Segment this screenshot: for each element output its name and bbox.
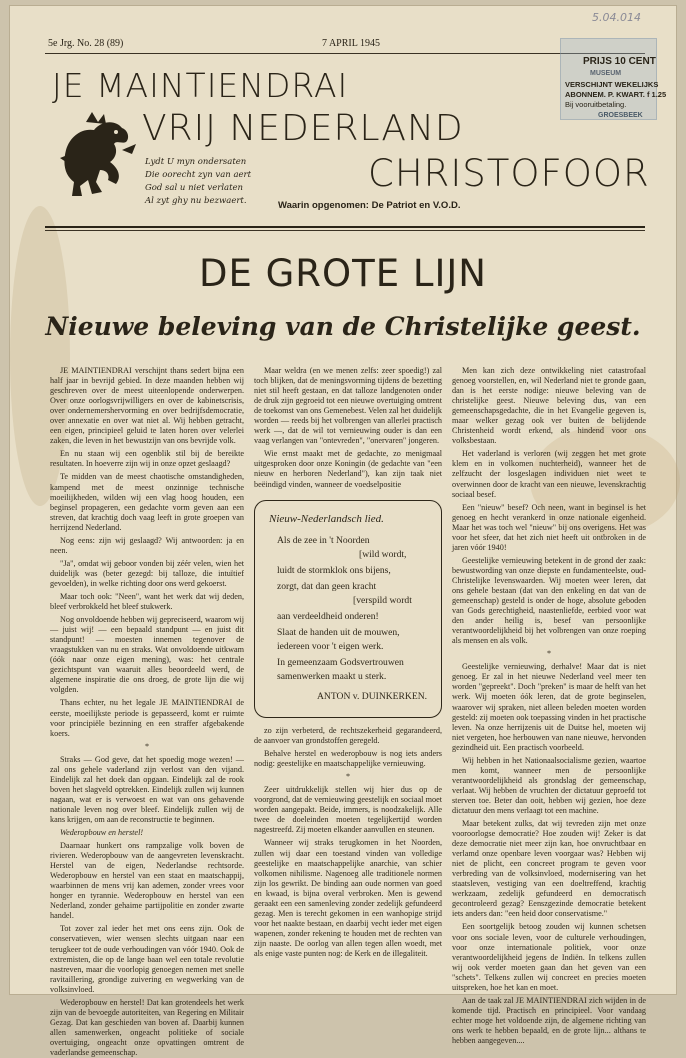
col1-para: Thans echter, nu het legale JE MAINTIENDRAI de eerste, moeilijkste periode is gepasseerd, komt er ruimte voor principiële bezinning en een straffer afgebakende koers. [50,698,244,738]
masthead-rule [45,226,645,228]
col1-para: Te midden van de meest chaotische omstandigheden, kampend met de meest onzinnige technische moeilijkheden, wilden wij een vlag hoog houden, een beginsel propageren, een gedachte vorm geven aan een streven, dat krachtig doch vaag leeft in grote groepen van herrijzend Nederland. [50,472,244,532]
col2-para: zo zijn verbeterd, de rechtszekerheid gegarandeerd, de aanvoer van grondstoffen geregeld. [254,726,442,746]
masthead-rule-thin [45,230,645,231]
column-1 [50,366,244,1057]
dutch-lion-emblem [56,110,140,202]
subheadline: Nieuwe beleving van de Christelijke geest. [45,312,641,341]
poem-line: luidt de stormklok ons bijens, [277,565,391,576]
merged-papers: Waarin opgenomen: De Patriot en V.O.D. [278,200,461,211]
col1-para: Daarnaar hunkert ons rampzalige volk boven de rivieren. Wederopbouw van de aangevreten levenskracht. Herstel van de eigen, Nederlandse rechtsorde. Wederopbouw en herstel van een staat en maatschappij, waarbinnen de mens vrij kan ademen, zonder vrees voor honger en tyrannie. Wederopbouw en herstel van een Nederland, zonder gehaime partijpolitie en zonder zwarte handel. [50,841,244,921]
schedule: VERSCHIJNT WEKELIJKS [565,80,659,89]
poem-line: Als de zee in 't Noorden [277,535,370,546]
poem-line: iedereen voor 't eigen werk. [277,641,384,652]
issue-number: 5e Jrg. No. 28 (89) [48,38,124,49]
stamp-museum: MUSEUM [590,70,622,77]
column-3 [452,366,646,1045]
title-line-3: CHRISTOFOOR [368,152,650,195]
col2-para: Wanneer wij straks terugkomen in het Noorden, zullen wij daar een toestand vinden van volledige geestelijke en maatschappelijke anarchie, van schier volkomen nihilisme. Nagenoeg alle traditionele normen zijn los gewrikt. De binding aan oude normen van goed en kwaad, is bijna overal verbroken. Men is gewend geraakt een een samenleving zonder zedelijk gefundeerd gezag. Men is terecht gekomen in een wanhopige strijd voor het naakte bestaan, en daarbij vecht ieder met eigen wapenen, zonder rekening te houden met de rechten van zijn naaste. De oorlog van allen tegen allen woedt, met als enige vaste punten nog: de Kerk en de illegaliteit. [254,838,442,958]
headline: DE GROTE LIJN [199,252,487,295]
col3-para: Geestelijke vernieuwing, derhalve! Maar dat is niet genoeg. Er zal in het nieuwe Nederland veel meer ten worden "gepreekt". Doch "preken" is maar de helft van het werk. Wij moeten óók leren, dat de grote beginselen, waarover wij spraken, niet alleen beleden moeten worden gesteld: zij moeten ook toepassing vinden in het practische leven. Na onze herrijzenis uit de Duitse hel, moeten wij niet vergeten, hoe herbouwen van nane nieuwe, hervonden gezindheid uit. Een practisch voorbeeld. [452,662,646,752]
poem-line: [verspild wordt [353,595,412,606]
issue-date: 7 APRIL 1945 [322,38,380,49]
title-line-1: JE MAINTIENDRAI [52,66,349,105]
col3-para: Men kan zich deze ontwikkeling niet catastrofaal genoeg voorstellen, en, wil Nederland niet te gronde gaan, dan is het eerste nodige: nieuwe beleving van de christelijke geest. Nieuwe beleving dus, van een gemeenschapsgedachte, die in het Evangelie gegeven is, maar welker gezag ook ver buiten de belijdende Christenheid wordt erkend, als hindend voor ons volksbestaan. [452,366,646,446]
top-rule [45,53,645,54]
subscription: ABONNEM. P. KWART. f 1.25 [565,90,667,99]
poem-line: samenwerken maakt u sterk. [277,671,387,682]
col1-para: "Ja", omdat wij geboor vonden bij zéér velen, wien het duidelijk was (beter gezegd: bij talloze, die intuïtief gevoelden), in welke richting door ons werd gekoerst. [50,558,244,588]
price: PRIJS 10 CENT [583,56,656,67]
archive-mark: 5.04.014 [592,11,641,24]
poem-line: [wild wordt, [359,549,407,560]
col3-para: Wij hebben in het Nationaalsocialisme gezien, waartoe men komt, wanneer men de persoonlijke verantwoordelijkheid als grondslag der gemeenschap, verlaat. Wij hebben de vruchten der dictatuur geproefd tot sterven toe. Beter dan ooit, hebben wij gezien, hoe deze dictatuur den mens verlaagt tot een machine. [452,755,646,815]
motto-line-4: Al zyt ghy nu bezwaert. [145,196,247,206]
poem-title: Nieuw-Nederlandsch lied. [269,513,384,525]
column-2-top [254,366,442,494]
col1-para: Nog eens: zijn wij geslaagd? Wij antwoorden: ja en neen. [50,535,244,555]
col1-para: JE MAINTIENDRAI verschijnt thans sedert bijna een half jaar in bevrijd gebied. In deze maanden hebben wij geschreven over de meest uiteenlopende onderwerpen. Over onze oorlogsvrijwilligers en over de kabinetscrisis, over ondernemershervorming en over bedrijfsdemocratie, over annexatie en over wat niet al. Wij hebben getracht, een eigen, principieel geluid te laten horen over velerlei zaken, die leven in het bewustzijn van ons bevrijde volk. [50,366,244,446]
payment: Bij vooruitbetaling. [565,100,627,109]
col2-para: Behalve herstel en wederopbouw is nog iets anders nodig: geestelijke en maatschappelijke vernieuwing. [254,749,442,769]
poem-box [254,500,442,718]
col2-para: Zeer uitdrukkelijk stellen wij hier dus op de voorgrond, dat de vernieuwing geestelijk en sociaal moet worden aangepakt. Beide, immers, is noodzakelijk. Alle twee de doeleinden moeten tegelijkertijd worden nagestreefd. Zij moeten elkander aanvullen en steunen. [254,785,442,835]
poem-line: In gemeenzaam Godsvertrouwen [277,657,404,668]
poem-line: zorgt, dat dan geen kracht [277,581,377,592]
poem-line: aan verdeeldheid onderen! [277,611,379,622]
col1-para: Straks — God geve, dat het spoedig moge wezen! — zal ons gehele vaderland zijn verlost van den vijand. Eindelijk zal het doek dan opgaan. Eindelijk zal de rook boven het slagveld optrekken. Eindelijk zullen wij kunnen nagaan, wat er is verwoest en wat van ons gehavende nationale leven nog over bleef. Eindelijk zullen wij de kans krijgen, om aan de reconstructie te beginnen. [50,754,244,824]
poem-author: ANTON v. DUINKERKEN. [317,691,428,702]
stamp-town: GROESBEEK [598,112,643,119]
section-separator: * [546,649,552,659]
col3-para: Geestelijke vernieuwing betekent in de grond der zaak: bewustwording van onze diepste en fundamenteelste, oud-Christelijke levenswaarden. Wij moeten weer leren, dat ons gehele bestaan (dat van den enkeling en dat van de gemeenschap) gesteld is onder de hoge, absolute geboden van Gods gerechtigheid, naastenliefde, eerbied voor wat den ander heilig is, besef van persoonlijke verantwoordelijkheid bij het volbrengen van onze roeping als mensen en als volk. [452,555,646,646]
col1-para: Maar toch ook: "Neen", want het werk dat wij deden, bleef verbrokkeld het bleef stukwerk. [50,591,244,612]
motto-line-1: Lydt U myn ondersaten [145,157,247,167]
col1-para: Nog onvoldoende hebben wij gepreciseerd, waarom wij — juist wij! — een bepaald standpunt — en juist dit standpunt! — moesten innemen tegenover de vraagstukken van nu en straks. Wat onvoldoende uitkwam (óók naar onze eigen mening), was: het centrale gezichtspunt van waaruit alles beoordeeld werd, de algemene inspiratie die ons droeg, de grote lijn die wij volgden. [50,615,244,695]
col1-para: Wederopbouw en herstel! Dat kan grotendeels het werk zijn van de bevoegde autoriteiten, van Regering en Militair Gezag. Dat kan geschieden van boven af. Daarbij kunnen allen samenwerken, ongeacht politieke of sociale overtuiging, ongeacht onze opvattingen omtrent de vaderlandse gemeenschap. [50,997,244,1057]
col1-para: En nu staan wij een ogenblik stil bij de bereikte resultaten. In hoeverre zijn wij in onze opzet geslaagd? [50,449,244,469]
poem-line: Slaat de handen uit de mouwen, [277,627,400,638]
col2-para: Wie ernst maakt met de gedachte, zo menigmaal uitgesproken door onze Koningin (de gedachte van "een nieuw en herboren Nederland"), kan zijn taak niet beëindigd vinden, wanneer de voedselpositie [254,449,442,489]
title-line-2: VRIJ NEDERLAND [142,108,464,149]
col1-para: Tot zover zal ieder het met ons eens zijn. Ook de conservatieven, wier wensen slechts uitgaan naar een terugkeer tot de oude verhoudingen van vóór 1940. Ook de extremisten, die op de lange baan wel een totale revolutie nastreven, maar die voorlopig genoegen nemen met snelle ravitaillering, grondige zuivering en wegwerking van de volksinvloed. [50,924,244,994]
col3-para: Maar betekent zulks, dat wij tevreden zijn met onze vooroorlogse democratie? Hoe zouden wij! Zeker is dat deze democratie niet meer zijn kan, hoe onvruchtbaar en verlamd onze openbare leven voorgaar was? Hebben wij niet de plicht, een concreet program te geven voor verbreding van de volksinvloed, modernisering van het staatsleven, vestiging van een doeltreffend, krachtig werkzaam, zedelijk gefundeerd en democratisch gecontroleerd gezag? Eenszgezinde democratie betekent iets anders dan: "een heid door conservatisme." [452,819,646,919]
col3-para: Een "nieuw" besef? Och neen, want in beginsel is het genoeg en hecht verankerd in onze nationale eigenheid. Maar het was toch wel "nieuw" bij ons overigens. Het was voor het sfeer, dat het zich niet heeft uit ontbroken in de jaren vóór 1940! [452,502,646,552]
col3-para: Aan de taak zal JE MAINTIENDRAI zich wijden in de komende tijd. Practisch en principieel. Voor vandaag echter moge het voldoende zijn, de algemene richting van ons werk te hebben bepaald, en de grote lijn... althans te hebben aangegeven.... [452,995,646,1045]
section-separator: * [144,741,150,751]
motto-line-2: Die oorecht zyn van aert [145,170,252,180]
column-2-bottom [254,726,442,966]
col1-subhead: Wederopbouw en herstel! [60,828,144,838]
section-separator: * [345,772,351,782]
col3-para: Het vaderland is verloren (wij zeggen het met grote klem en in volkomen nuchterheid), wanneer het de zelfzucht der losgeslagen individuen niet weet te overwinnen door de kracht van een nieuwe, levenskrachtig sociaal besef. [452,449,646,499]
motto-line-3: God sal u niet verlaten [145,183,244,193]
col2-para: Maar weldra (en we menen zelfs: zeer spoedig!) zal toch blijken, dat de meningsvorming tijdens de bezetting niet stil heeft gestaan, en dat talloze landgenoten onder de druk zijn gegroeid tot een nieuwe overtuiging omtrent de toekomst van ons Gemenebest. Velen zal het duidelijk worden — reeds bij het volbrengen van allerlei practisch werk —, dat de wil tot vernieuwing ouder is dan een vaag verlangen van "ontevreden", "onervaren" jongeren. [254,366,442,446]
col3-para: Een soortgelijk betoog zouden wij kunnen schetsen voor ons sociale leven, voor de culturele verhoudingen, voor onze internationale politiek, voor onze verantwoordelijkheid jegens de Indiën. In telkens zullen wij ook verder moeten gaan dan het geven van een "schets". Telkens zullen wij concreet en precies moeten uitspreken, hoe het kan en moet. [452,922,646,992]
